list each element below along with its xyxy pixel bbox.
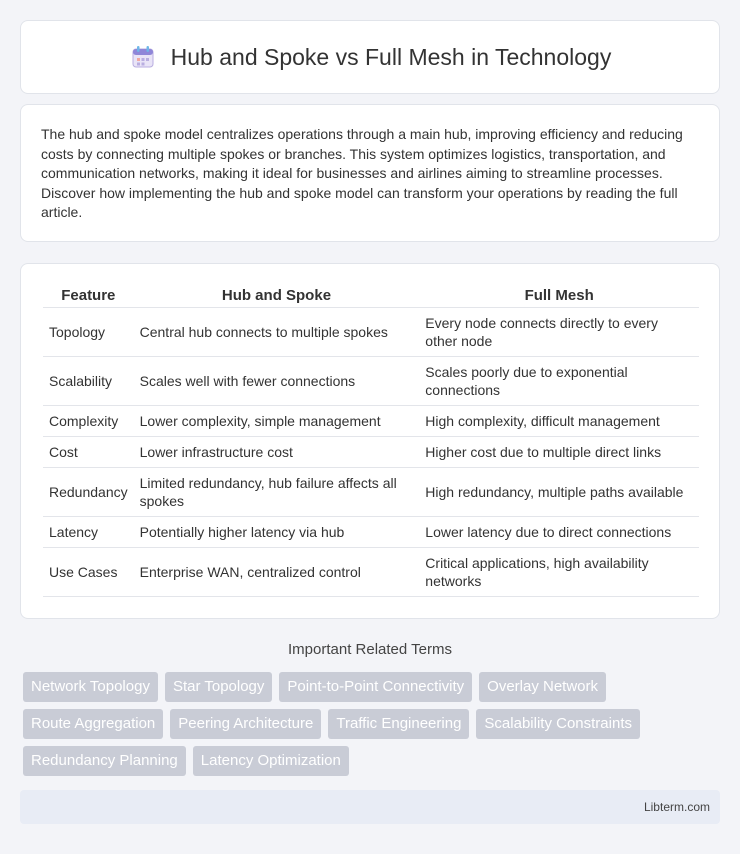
hub-spoke-cell: Potentially higher latency via hub	[134, 517, 420, 548]
table-row	[43, 548, 699, 597]
table-row	[43, 517, 699, 548]
table-row	[43, 437, 699, 468]
full-mesh-cell: High complexity, difficult management	[419, 406, 699, 437]
hub-spoke-cell: Enterprise WAN, centralized control	[134, 548, 420, 597]
comparison-table-card	[20, 263, 720, 619]
tag-star-topology[interactable]: Star Topology	[165, 672, 272, 702]
full-mesh-cell: Every node connects directly to every other node	[419, 308, 699, 357]
feature-cell: Redundancy	[43, 468, 134, 517]
column-header-hub-and-spoke: Hub and Spoke	[134, 284, 420, 308]
intro-card	[20, 104, 720, 242]
table-row	[43, 406, 699, 437]
full-mesh-cell: Higher cost due to multiple direct links	[419, 437, 699, 468]
tag-peering-architecture[interactable]: Peering Architecture	[170, 709, 321, 739]
related-terms-tags	[23, 672, 723, 776]
tag-latency-optimization[interactable]: Latency Optimization	[193, 746, 349, 776]
footer-site-link[interactable]: Libterm.com	[643, 800, 710, 814]
tag-network-topology[interactable]: Network Topology	[23, 672, 158, 702]
feature-cell: Complexity	[43, 406, 134, 437]
full-mesh-cell: Critical applications, high availability networks	[419, 548, 699, 597]
related-terms-title: Important Related Terms	[288, 641, 452, 658]
page-title: Hub and Spoke vs Full Mesh in Technology	[170, 43, 612, 70]
full-mesh-cell: High redundancy, multiple paths available	[419, 468, 699, 517]
tag-redundancy-planning[interactable]: Redundancy Planning	[23, 746, 186, 776]
hub-spoke-cell: Lower complexity, simple management	[134, 406, 420, 437]
tag-point-to-point-connectivity[interactable]: Point-to-Point Connectivity	[279, 672, 472, 702]
hub-spoke-cell: Scales well with fewer connections	[134, 357, 420, 406]
table-row	[43, 468, 699, 517]
title-wrap	[129, 43, 612, 71]
calendar-icon	[129, 43, 157, 71]
table-row	[43, 357, 699, 406]
comparison-table	[43, 284, 699, 597]
full-mesh-cell: Lower latency due to direct connections	[419, 517, 699, 548]
tag-overlay-network[interactable]: Overlay Network	[479, 672, 606, 702]
feature-cell: Use Cases	[43, 548, 134, 597]
hub-spoke-cell: Lower infrastructure cost	[134, 437, 420, 468]
hub-spoke-cell: Central hub connects to multiple spokes	[134, 308, 420, 357]
tag-traffic-engineering[interactable]: Traffic Engineering	[328, 709, 469, 739]
feature-cell: Cost	[43, 437, 134, 468]
column-header-full-mesh: Full Mesh	[419, 284, 699, 308]
feature-cell: Topology	[43, 308, 134, 357]
column-header-feature: Feature	[43, 284, 134, 308]
intro-paragraph: The hub and spoke model centralizes operations through a main hub, improving efficiency and reducing costs by connecting multiple spokes or branches. This system optimizes logistics, transportation, and communication networks, making it ideal for businesses and airlines aiming to streamline processes. Discover how implementing the hub and spoke model can transform your operations by reading the full article.	[41, 126, 683, 221]
header-card	[20, 20, 720, 94]
table-row	[43, 308, 699, 357]
footer	[20, 790, 720, 824]
tag-scalability-constraints[interactable]: Scalability Constraints	[476, 709, 640, 739]
feature-cell: Latency	[43, 517, 134, 548]
full-mesh-cell: Scales poorly due to exponential connections	[419, 357, 699, 406]
table-header-row	[43, 284, 699, 308]
tag-route-aggregation[interactable]: Route Aggregation	[23, 709, 163, 739]
hub-spoke-cell: Limited redundancy, hub failure affects all spokes	[134, 468, 420, 517]
feature-cell: Scalability	[43, 357, 134, 406]
